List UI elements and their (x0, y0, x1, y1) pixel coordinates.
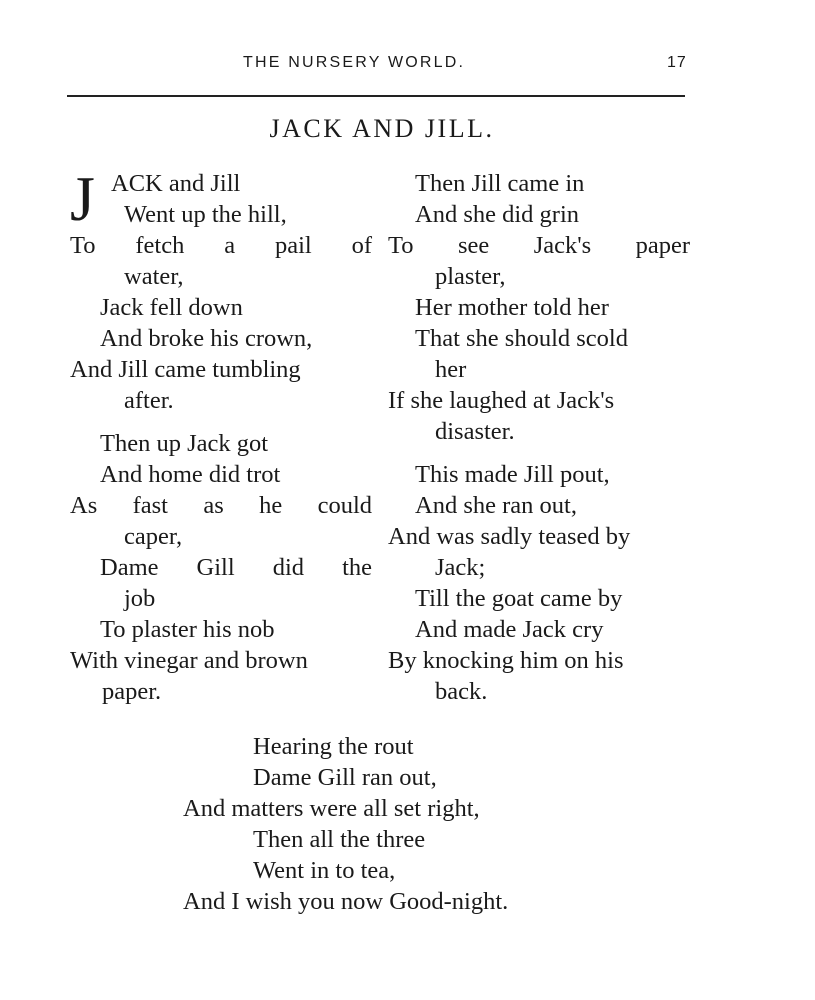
stanza-1 (70, 163, 373, 416)
drop-cap: J (70, 163, 95, 234)
header-rule (67, 95, 685, 97)
poem-line: plaster, (435, 263, 506, 290)
poem-line: her (435, 356, 467, 383)
poem-line: If she laughed at Jack's (388, 387, 615, 414)
word: he (259, 492, 283, 519)
poem-line: And she did grin (415, 201, 579, 228)
word: see (457, 232, 490, 259)
final-stanza (183, 731, 508, 917)
poem-line-justified (388, 230, 690, 261)
poem-line: paper. (102, 678, 162, 705)
poem-line: disaster. (435, 418, 515, 445)
word: paper (635, 232, 691, 259)
poem-line: And I wish you now Good-night. (183, 888, 509, 915)
poem-line-justified (70, 490, 372, 521)
stanza-2 (70, 428, 372, 707)
word: As (70, 492, 98, 519)
word: To (388, 232, 414, 259)
poem-title: JACK AND JILL. (269, 114, 495, 143)
poem-line: water, (124, 263, 184, 290)
poem-line: And home did trot (100, 461, 281, 488)
poem-line: Her mother told her (415, 294, 609, 321)
poem-line: Dame Gill ran out, (253, 764, 437, 791)
poem-line-justified (70, 552, 372, 583)
poem-line: Then all the three (253, 826, 426, 853)
poem-line: caper, (124, 523, 183, 550)
word: could (317, 492, 373, 519)
poem-line: And broke his crown, (100, 325, 313, 352)
poem-line: By knocking him on his (388, 647, 624, 674)
word: Gill (196, 554, 235, 581)
poem-line-justified (70, 230, 372, 261)
word: a (224, 232, 236, 259)
poem-line: Jack fell down (100, 294, 243, 321)
poem-line: And Jill came tumbling (70, 356, 301, 383)
word: did (272, 554, 305, 581)
poem-line: Hearing the rout (253, 733, 414, 760)
word: the (342, 554, 373, 581)
poem-right-column (388, 168, 690, 707)
poem-line: Went in to tea, (253, 857, 396, 884)
poem-line: back. (435, 678, 488, 705)
word: To (70, 232, 96, 259)
poem-line: Till the goat came by (415, 585, 623, 612)
poem-line: job (124, 585, 156, 612)
poem-line: And she ran out, (415, 492, 577, 519)
running-title: THE NURSERY WORLD. (243, 54, 466, 71)
poem-line: Then up Jack got (100, 430, 269, 457)
poem-line: With vinegar and brown (70, 647, 308, 674)
poem-line: ACK and Jill (111, 170, 241, 197)
stanza-3 (388, 168, 690, 447)
word: pail (274, 232, 312, 259)
poem-left-column (70, 163, 373, 707)
poem-line: And matters were all set right, (183, 795, 480, 822)
poem-line: Then Jill came in (415, 170, 585, 197)
poem-line: To plaster his nob (100, 616, 275, 643)
word: as (203, 492, 224, 519)
poem-line: Jack; (435, 554, 486, 581)
poem-line: That she should scold (415, 325, 628, 352)
word: fast (132, 492, 168, 519)
word: Dame (100, 554, 159, 581)
poem-line: This made Jill pout, (415, 461, 610, 488)
dropcap-block (70, 163, 372, 234)
poem-line: And was sadly teased by (388, 523, 631, 550)
poem-line: Went up the hill, (124, 201, 287, 228)
stanza-4 (388, 459, 690, 707)
poem-line: after. (124, 387, 174, 414)
word: Jack's (533, 232, 592, 259)
page-number: 17 (667, 54, 687, 71)
running-header (0, 54, 815, 84)
poem-line: And made Jack cry (415, 616, 604, 643)
word: fetch (135, 232, 185, 259)
word: of (351, 232, 373, 259)
